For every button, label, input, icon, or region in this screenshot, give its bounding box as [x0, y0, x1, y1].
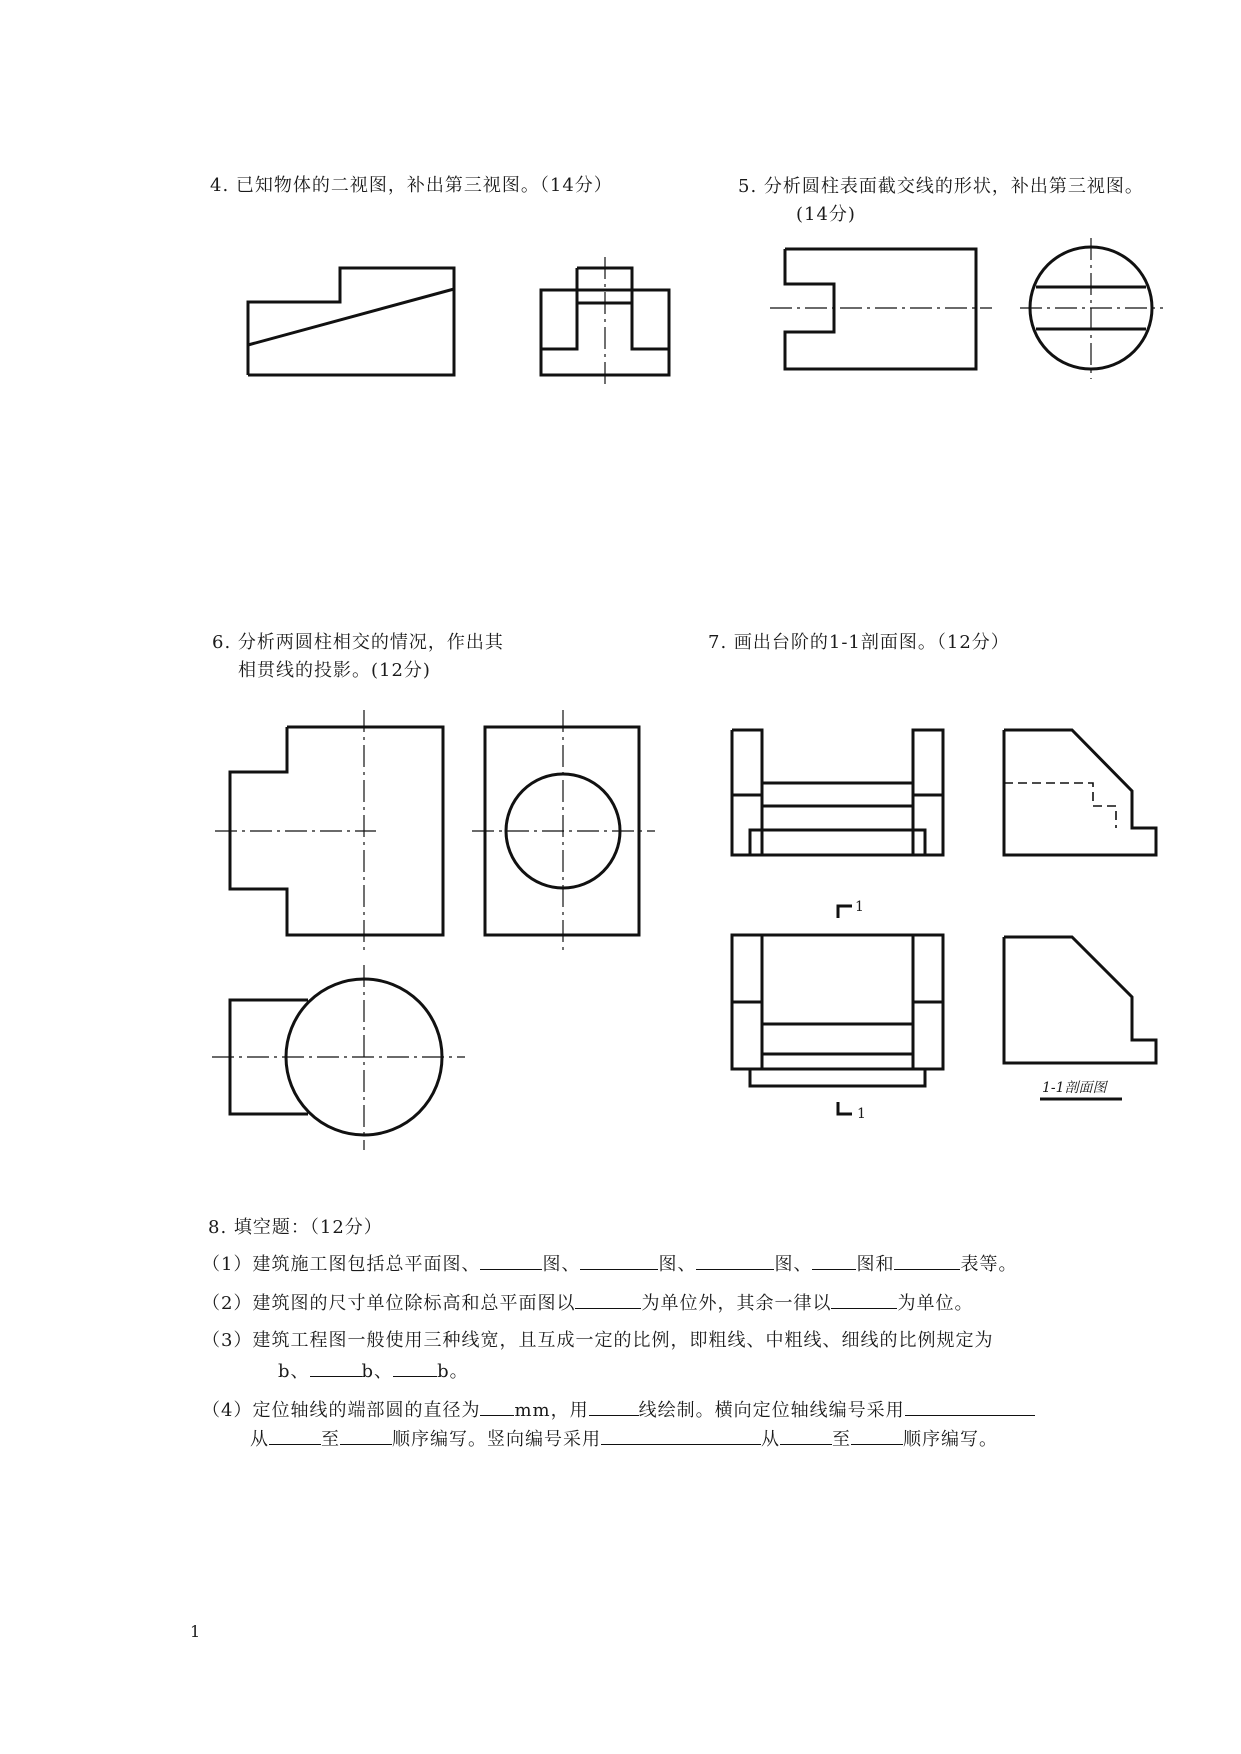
q8-item4-blank8[interactable] — [851, 1426, 903, 1445]
q8-item2-blank2[interactable] — [831, 1290, 897, 1309]
q8-item1-blank4[interactable] — [812, 1251, 856, 1270]
q7-section-label: 1-1剖面图 — [1042, 1080, 1107, 1096]
q8-item1 — [202, 1251, 1017, 1276]
q8-item4-blank4[interactable] — [269, 1426, 321, 1445]
q8-title: 8. 填空题：（12分） — [208, 1217, 383, 1238]
q8-item1-blank1[interactable] — [480, 1251, 542, 1270]
page-number: 1 — [190, 1622, 201, 1641]
q7-title: 7. 画出台阶的1-1剖面图。（12分） — [708, 632, 1010, 653]
q8-item1-text5: 图和 — [856, 1254, 895, 1275]
q8-item3-text1: b、 — [278, 1361, 310, 1382]
q8-item2-text1: （2）建筑图的尺寸单位除标高和总平面图以 — [202, 1293, 576, 1314]
q8-item4-text4: 从 — [250, 1429, 269, 1450]
q8-item4-blank5[interactable] — [340, 1426, 392, 1445]
q8-item3-line1: （3）建筑工程图一般使用三种线宽，且互成一定的比例，即粗线、中粗线、细线的比例规定为 — [202, 1330, 994, 1351]
q5-title-line2: (14分) — [796, 204, 856, 225]
q6-title-line1: 6. 分析两圆柱相交的情况，作出其 — [212, 632, 504, 653]
q8-item1-blank5[interactable] — [894, 1251, 960, 1270]
q8-item4-blank1[interactable] — [480, 1397, 514, 1416]
q8-item4-text2: mm，用 — [514, 1400, 589, 1421]
q8-item4-text8: 至 — [832, 1429, 851, 1450]
q6-title-line2: 相贯线的投影。(12分) — [238, 660, 431, 681]
q8-item2-text3: 为单位。 — [897, 1293, 974, 1314]
q8-item4-line2 — [250, 1426, 998, 1451]
q8-item4-line1 — [202, 1397, 1035, 1422]
q5-title-line1: 5. 分析圆柱表面截交线的形状，补出第三视图。 — [738, 176, 1144, 197]
q8-item3-text3: b。 — [437, 1361, 469, 1382]
q8-item2-text2: 为单位外，其余一律以 — [641, 1293, 832, 1314]
q8-item2 — [202, 1290, 973, 1315]
q8-item4-text1: （4）定位轴线的端部圆的直径为 — [202, 1400, 481, 1421]
q4-title: 4. 已知物体的二视图，补出第三视图。（14分） — [210, 175, 613, 196]
q8-item1-blank3[interactable] — [696, 1251, 774, 1270]
q7-section-mark-top-label: 1 — [855, 899, 865, 915]
q8-item1-text2: 图、 — [542, 1254, 581, 1275]
q8-item4-text6: 顺序编写。竖向编号采用 — [392, 1429, 601, 1450]
q8-item1-blank2[interactable] — [580, 1251, 658, 1270]
q8-item4-blank3[interactable] — [905, 1397, 1035, 1416]
q8-item4-blank7[interactable] — [780, 1426, 832, 1445]
q8-item4-text9: 顺序编写。 — [903, 1429, 998, 1450]
q8-item3-line2 — [278, 1358, 469, 1383]
q8-item4-text3: 线绘制。横向定位轴线编号采用 — [638, 1400, 905, 1421]
q8-item2-blank1[interactable] — [575, 1290, 641, 1309]
q8-item3-text2: b、 — [361, 1361, 394, 1382]
q8-item1-text1: （1）建筑施工图包括总平面图、 — [202, 1254, 481, 1275]
q8-item1-text6: 表等。 — [960, 1254, 1018, 1275]
q8-item4-blank2[interactable] — [589, 1397, 639, 1416]
q8-item3-blank1[interactable] — [310, 1358, 362, 1377]
q8-item4-text5: 至 — [321, 1429, 340, 1450]
q7-section-mark-bottom-label: 1 — [857, 1106, 867, 1122]
q8-item3-blank2[interactable] — [393, 1358, 437, 1377]
q8-item4-text7: 从 — [761, 1429, 780, 1450]
q8-item1-text4: 图、 — [774, 1254, 813, 1275]
q8-item4-blank6[interactable] — [601, 1426, 761, 1445]
q8-item1-text3: 图、 — [658, 1254, 697, 1275]
